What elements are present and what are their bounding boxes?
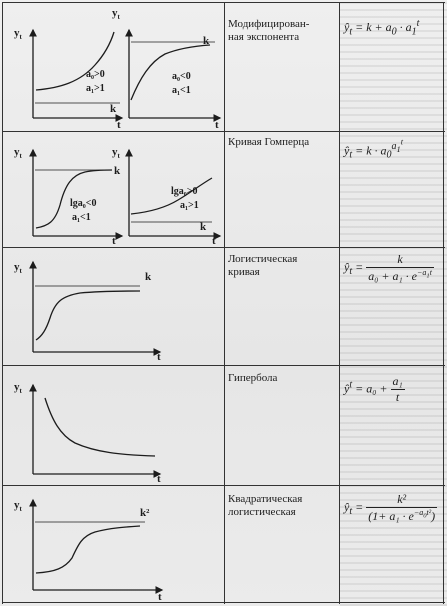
den-text: (1+ a₁ · e (368, 509, 414, 523)
row-1-graph-left (33, 30, 122, 118)
row-1-formula: $ŷ_t = k + a_0 \cdot a_1^t$ (344, 18, 420, 38)
row-1-name: Модифицирован- ная экспонента (228, 18, 310, 43)
cond-label: a₀<0 (172, 71, 191, 82)
formula-lhs: ŷ (344, 381, 350, 396)
cond-label: lga₀>0 (171, 186, 198, 197)
k-label: k² (140, 507, 150, 519)
formula-numerator: k (366, 252, 434, 268)
y-axis-label: $y_t$ (14, 261, 22, 275)
row-2-formula: $ŷ_t = k \cdot a_0^{a_1^t}$ (344, 138, 404, 161)
formula-lhs: ŷ (344, 499, 350, 514)
y-axis-label: $y_t$ (14, 27, 22, 41)
formula-lhs-sub: t (349, 266, 353, 278)
cond-label: a₁<1 (72, 212, 91, 223)
formula-lhs: ŷ (344, 259, 350, 274)
formula-numerator: k² (366, 492, 437, 508)
cond-label: a₁<1 (172, 85, 191, 96)
x-axis-label: t (157, 351, 161, 363)
row-5-formula: $ŷ_t$ = $\frac{\text{k²}}{(1+ a_1 \cdot e^{-a_0t^2})}$ (344, 492, 436, 523)
k-label: k (145, 271, 152, 283)
k-label: k (110, 103, 117, 115)
formula-denominator: $(1+ a_1 \cdot e^{-a_0t^2})$ (368, 508, 436, 523)
formula-numerator: a₁ (392, 374, 403, 388)
formula-a0: a₀ (366, 381, 377, 396)
formula-denominator: $a_0 + a_1 \cdot e^{-a_1t}$ (368, 268, 432, 283)
row-4-graph (33, 385, 160, 474)
y-axis-label: $y_t$ (112, 146, 120, 160)
cond-label: lga₀<0 (70, 198, 97, 209)
row-4-name: Гипербола (228, 372, 278, 384)
row-3-formula: $ŷ_t$ = $\frac{k}{a_0 + a_1 \cdot e^{-a_1t}}$ (344, 252, 432, 283)
row-2-graph-left (33, 150, 122, 236)
x-axis-label: t (157, 473, 161, 485)
x-axis-label: t (215, 119, 219, 131)
x-axis-label: t (117, 119, 121, 131)
x-axis-label: t (212, 235, 216, 247)
x-axis-label: t (112, 235, 116, 247)
y-axis-label: $y_t$ (112, 7, 120, 21)
k-label: k (203, 35, 210, 47)
row-3-graph (33, 262, 160, 352)
x-axis-label: t (158, 591, 162, 603)
row-2-name: Кривая Гомперца (228, 136, 310, 148)
row-5-name: Квадратическая логистическая (228, 493, 303, 518)
formula-lhs-sup: t (349, 379, 353, 391)
den-text: a₀ + a₁ · e (368, 269, 417, 283)
k-label: k (114, 165, 121, 177)
y-axis-label: $y_t$ (14, 499, 22, 513)
k-label: k (200, 221, 207, 233)
y-axis-label: $y_t$ (14, 146, 22, 160)
cond-label: a₀>0 (86, 69, 105, 80)
row-3-name: Логистическая кривая (228, 253, 298, 278)
row-4-formula: $ŷ^t = a_0$ + $\frac{\text{a₁}}{t}$ (344, 374, 403, 404)
formula-lhs-sub: t (349, 506, 353, 518)
cond-label: a₁>1 (180, 200, 199, 211)
formula-denominator: t (395, 390, 400, 404)
cond-label: a₁>1 (86, 83, 105, 94)
y-axis-label: $y_t$ (14, 381, 22, 395)
